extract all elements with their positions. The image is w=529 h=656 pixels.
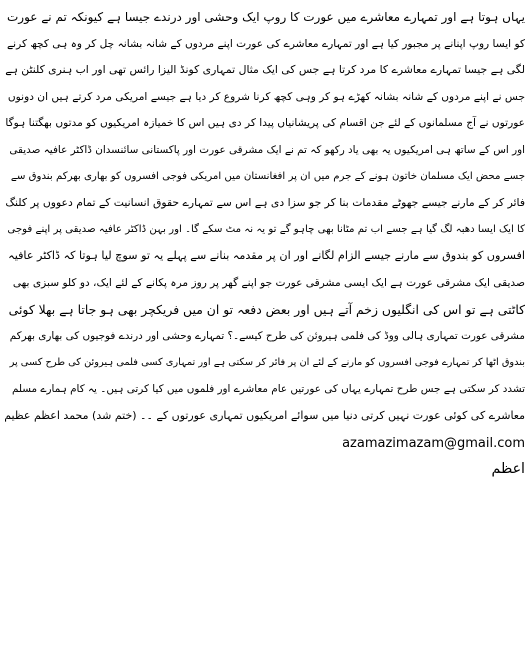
article-line-7: جسے محض ایک مسلمان خاتون ہونے کے جرم میں ان پر افغانستان میں امریکی فوجی افسروں کو بھاری بھرکم بندوق سے	[10, 170, 525, 182]
article-line-9: کا ایک ایسا دھبہ لگ گیا ہے جسے اب تم مٹانا بھی چاہو گے تو یہ نہ مٹ سکے گا۔ اور بہن ڈاکٹر عافیہ صدیقی پر اپنے فوجی	[7, 223, 525, 235]
article-line-15: تشدد کر سکتی ہے جس طرح تمہارے یہاں کی عورتیں عام معاشرے اور فلموں میں کیا کرتی ہیں۔ یہ کام ہمارے مسلم	[11, 383, 525, 396]
author-email-line	[4, 430, 525, 457]
article-line-13: مشرقی عورت تمہاری ہالی ووڈ کی فلمی ہیروئن کی طرح کیسے۔؟ تمہارے وحشی اور درندے فوجیوں کی بھاری بھرکم	[9, 330, 525, 343]
article-line-6: اور اس کے ساتھ ہی امریکیوں یہ بھی یاد رکھو کہ تم نے ایک مشرقی عورت اور پاکستانی سائنسدان ڈاکٹر عافیہ صدیقی	[9, 143, 525, 156]
article-line-12: کاٹتی ہے تو اس کی انگلیوں زخم آتے ہیں اور بعض دفعہ تو ان میں فریکچر بھی ہو جاتا ہے بھلا کوئی	[8, 301, 525, 317]
article-line-8: فائر کر کے مارنے جیسے جھوٹے مقدمات بنا کر جو سزا دی ہے اس سے تمہارے حقوق انسانیت کے تمام دعووں پر کلنگ	[5, 196, 525, 210]
article-line-16: معاشرے کی کوئی عورت نہیں کرتی دنیا میں سوائے امریکیوں تمہاری عورتوں کے ۔۔ (ختم شد) محمد اعظم عظیم	[4, 408, 525, 422]
article-body	[4, 4, 525, 652]
author-email-link[interactable]: azamazimazam@gmail.com	[342, 435, 525, 451]
article-line-4: جس نے اپنے مردوں کے شانہ بشانہ کھڑے ہو کر وہی کچھ کرنا شروع کر دیا ہے جیسے امریکی مرد کرتے ہیں ان دونوں	[7, 90, 525, 103]
author-signature-tail: اعظم	[491, 461, 525, 478]
article-line-10: افسروں کو بندوق سے مارنے جیسے الزام لگانے اور ان پر مقدمہ بنانے سے پہلے یہ تو سوچ لیا ہوتا کہ ڈاکٹر عافیہ	[8, 249, 525, 263]
article-line-2: کو ایسا روپ اپنانے پر مجبور کیا ہے اور تمہارے معاشرے کی عورت اپنے مردوں کے شانہ بشانہ چل کر وہ ہی کچھ کرنے	[6, 37, 525, 50]
article-line-14: بندوق اٹھا کر تمہارے فوجی افسروں کو مارنے کے لئے ان پر فائر کر سکتی ہے اور تمہاری کسی فلمی ہیروئن کی طرح کسی پر	[9, 356, 525, 368]
article-line-3: لگی ہے جیسا تمہارے معاشرے کا مرد کرتا ہے جس کی ایک مثال تمہاری کونڈ الیزا رائس تھی اور اب ہنری کلنٹن ہے	[5, 63, 525, 77]
article-line-5: عورتوں نے آج مسلمانوں کے لئے جن اقسام کی پریشانیاں پیدا کر دی ہیں اس کا خمیازہ امریکیوں کو مدتوں بھگتنا ہوگا	[5, 117, 525, 130]
article-line-11: صدیقی ایک مشرقی عورت ہے ایک ایسی مشرقی عورت جو اپنے گھر پر روز مرہ پکانے کے لئے ایک، دو کلو سبزی بھی	[12, 276, 525, 289]
article-line-1: یہاں ہوتا ہے اور تمہارے معاشرے میں عورت کا روپ ایک وحشی اور درندے جیسا ہے کیونکہ تم نے عورت	[7, 10, 525, 24]
